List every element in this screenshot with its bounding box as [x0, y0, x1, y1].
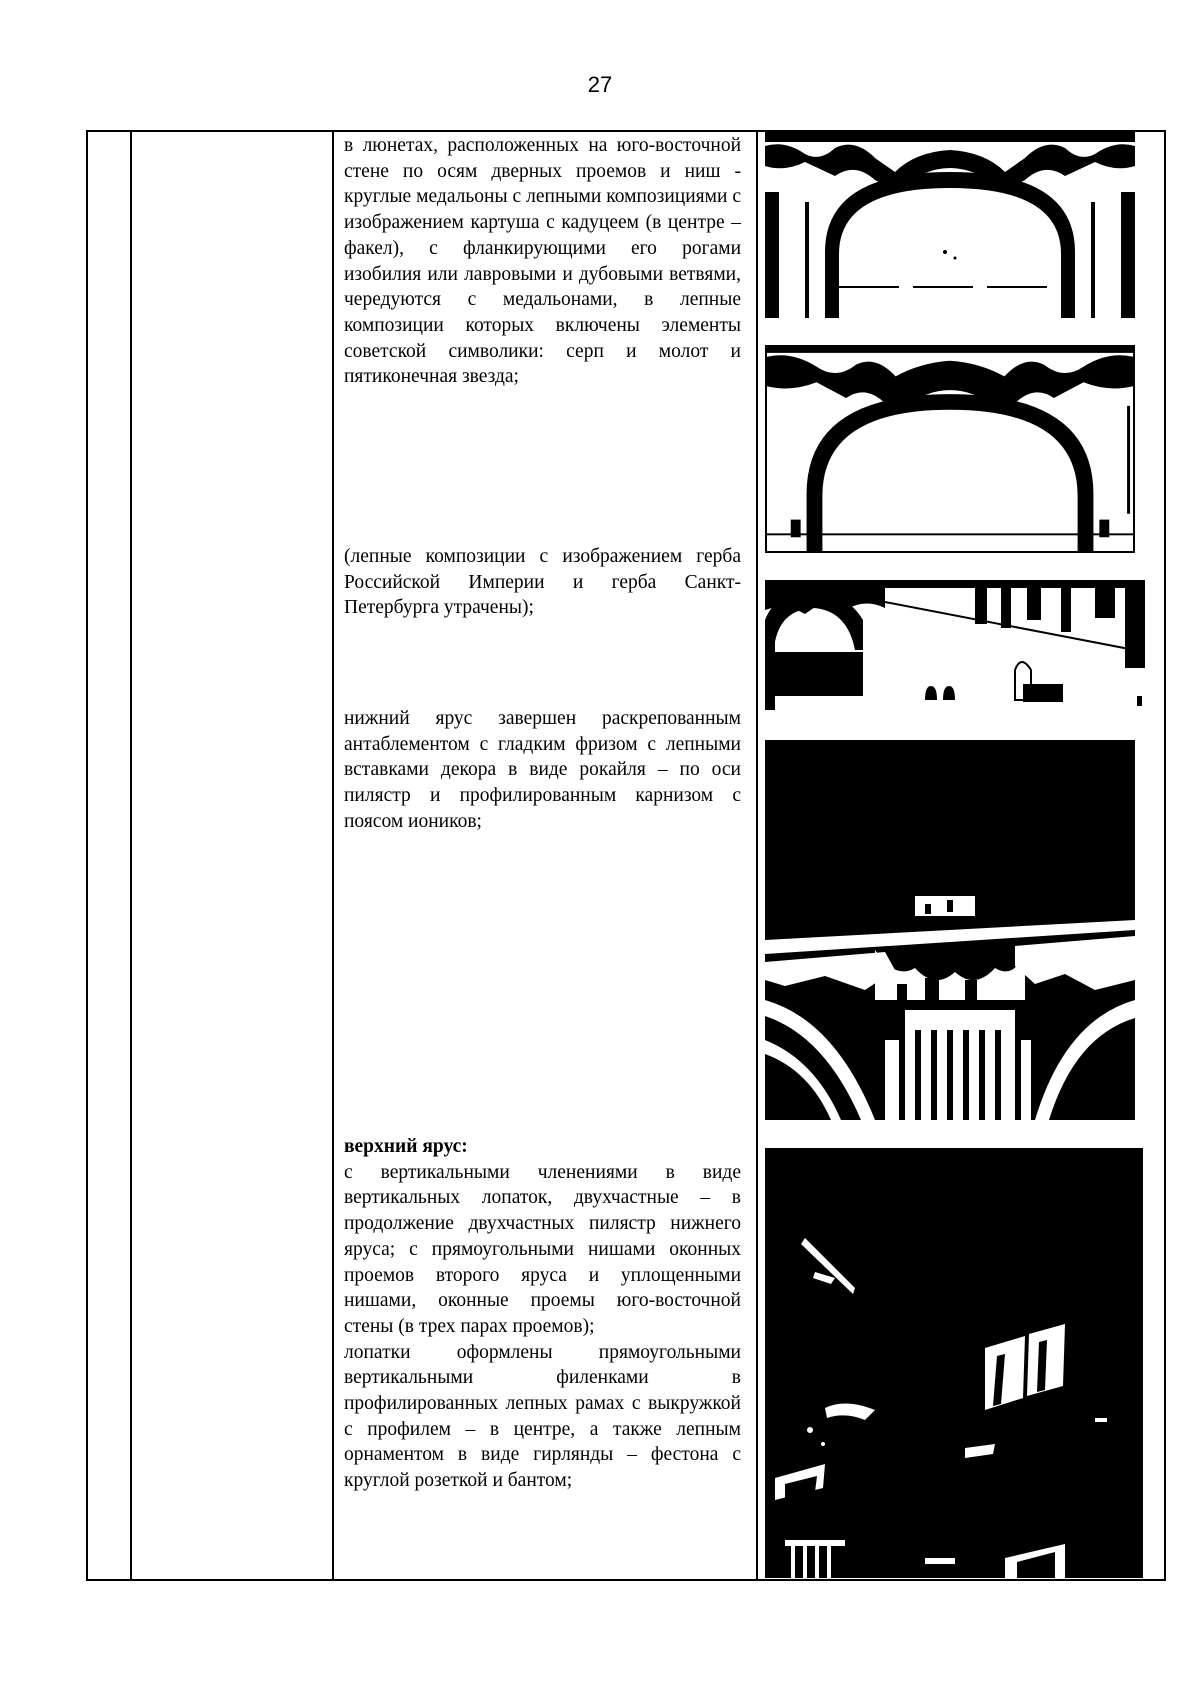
photo-upper-tier-windows	[765, 1148, 1143, 1578]
photo-facade-view	[765, 580, 1145, 710]
column-divider	[332, 132, 334, 1579]
column-divider	[130, 132, 132, 1579]
photo-lunette-arch-1	[765, 132, 1135, 318]
text-upper-tier: верхний ярус: с вертикальными членениями в виде вертикальных лопаток, двухчастные – в продолжение двухчастных пилястр нижнего яруса; с прямоугольными нишами оконных проемов второго яруса и уплощенными нишами, оконные проемы юго-восточной стены (в трех парах проемов); лопатки оформлены прямоугольными вертикальными филенками в профилированных лепных рамах с выкружкой с профилем – в центре, а также лепным орнаментом в виде гирлянды – фестона с круглой розеткой и бантом;	[344, 1136, 741, 1492]
text-lost-coats-of-arms: (лепные композиции с изображением герба Российской Империи и герба Санкт- Петербурга утрачены);	[344, 546, 741, 619]
page-number: 27	[587, 72, 613, 97]
photo-entablature-rocaille	[765, 740, 1135, 1120]
text-lunettes-medallions: в люнетах, расположенных на юго-восточной стене по осям дверных проемов и ниш - круглые медальоны с лепными композициями с изображением картуша с кадуцеем (в центре – факел), с фланкирующими его рогами изобилия или лавровыми и дубовыми ветвями, чередуются с медальонами, в лепные композиции которых включены элементы советской символики: серп и молот и пятиконечная звезда;	[344, 135, 741, 388]
heading-upper-tier: верхний ярус:	[344, 1136, 468, 1157]
text-lower-tier-entablature: нижний ярус завершен раскрепованным антаблементом с гладким фризом с лепными вставками декора в виде рокайля – по оси пилястр и профилированным карнизом с поясом иоников;	[344, 708, 741, 832]
column-divider	[756, 132, 758, 1579]
photo-lunette-arch-2	[765, 345, 1135, 553]
